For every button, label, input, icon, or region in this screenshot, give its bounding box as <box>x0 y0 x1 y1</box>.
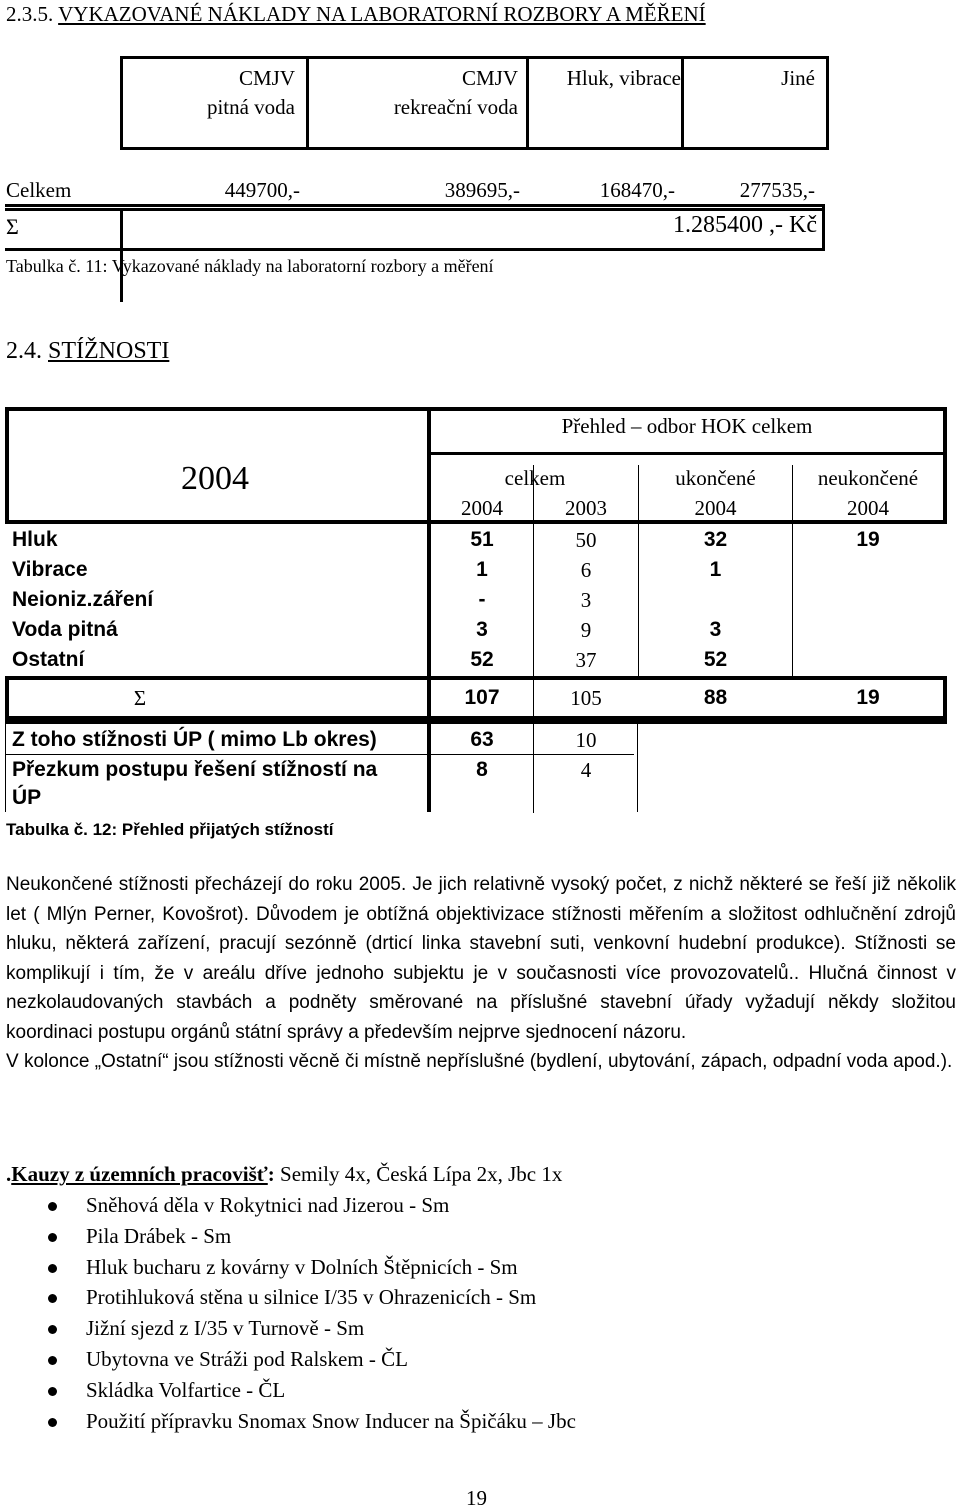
row-label-prezkum: Přezkum postupu řešení stížností na <box>12 758 378 781</box>
bullet-icon <box>48 1356 57 1365</box>
table11-caption: Tabulka č. 11: Vykazované náklady na laboratorní rozbory a měření <box>6 256 494 276</box>
cell-2003: 4 <box>580 758 592 782</box>
header-ukoncene: ukončené <box>675 466 756 490</box>
col-header-hluk-vibrace: Hluk, vibrace <box>566 66 681 90</box>
cell-2003: 3 <box>580 588 592 612</box>
bullet-icon <box>48 1387 57 1396</box>
page-number: 19 <box>466 1486 487 1510</box>
row-label-vibrace: Vibrace <box>12 558 88 581</box>
cell-ukoncene: 52 <box>703 648 728 671</box>
cell-2004: 51 <box>470 528 494 551</box>
cell-2004: 52 <box>470 648 494 671</box>
section-number: 2.4. <box>6 338 42 364</box>
cell-ukoncene: 32 <box>703 528 728 551</box>
cell-ukoncene: 1 <box>709 558 722 581</box>
row-label-prezkum-line2: ÚP <box>12 786 42 809</box>
row-label-ostatni: Ostatní <box>12 648 85 671</box>
value-cmjv-pitna: 449700,- <box>224 178 300 202</box>
bullet-icon <box>48 1264 57 1273</box>
list-item: Skládka Volfartice - ČL <box>0 1375 576 1406</box>
overview-header: Přehled – odbor HOK celkem <box>561 414 813 438</box>
cell-2003: 50 <box>575 528 597 552</box>
list-item: Jižní sjezd z I/35 v Turnově - Sm <box>0 1313 576 1344</box>
sum-label: Σ <box>133 686 147 710</box>
list-item: Protihluková stěna u silnice I/35 v Ohrazenicích - Sm <box>0 1282 576 1313</box>
section-title: STÍŽNOSTI <box>48 338 170 364</box>
value-hluk-vibrace: 168470,- <box>599 178 675 202</box>
list-item: Ubytovna ve Stráži pod Ralskem - ČL <box>0 1344 576 1375</box>
list-item: Použití přípravku Snomax Snow Inducer na Špičáku – Jbc <box>0 1406 576 1437</box>
header-year-2004: 2004 <box>461 496 503 520</box>
table12-caption: Tabulka č. 12: Přehled přijatých stížností <box>6 820 334 839</box>
sum-value: 1.285400 ,- Kč <box>673 212 817 238</box>
cases-list <box>0 1190 576 1436</box>
row-label-neioniz: Neioniz.záření <box>12 588 154 611</box>
row-label-stiznosti-up: Z toho stížnosti ÚP ( mimo Lb okres) <box>12 728 377 751</box>
value-cmjv-rekreacni: 389695,- <box>444 178 520 202</box>
list-item: Hluk bucharu z kovárny v Dolních Štěpnicích - Sm <box>0 1252 576 1283</box>
cases-summary: Semily 4x, Česká Lípa 2x, Jbc 1x <box>274 1162 563 1186</box>
cell-2004: - <box>478 588 486 611</box>
paragraph-text: V kolonce „Ostatní“ jsou stížnosti věcně či místně nepříslušné (bydlení, ubytování, zápach, odpadní voda apod.). <box>6 1051 953 1072</box>
bullet-icon <box>48 1294 57 1303</box>
sum-2004: 107 <box>464 686 500 709</box>
cell-neukoncene: 19 <box>856 528 880 551</box>
cell-2004: 1 <box>476 558 488 581</box>
list-item: Pila Drábek - Sm <box>0 1221 576 1252</box>
cell-ukoncene: 3 <box>709 618 722 641</box>
header-neukoncene: neukončené <box>817 466 919 490</box>
sum-neukoncene: 19 <box>856 686 880 709</box>
header-year-2004: 2004 <box>694 496 737 520</box>
cell-2003: 9 <box>580 618 592 642</box>
cell-2004: 3 <box>476 618 488 641</box>
header-year-2003: 2003 <box>565 496 607 520</box>
cell-2003: 37 <box>575 648 597 672</box>
col-header-jine: Jiné <box>781 66 815 90</box>
header-year-2004: 2004 <box>847 496 889 520</box>
sum-ukoncene: 88 <box>703 686 728 709</box>
cell-2003: 6 <box>580 558 592 582</box>
body-paragraph <box>6 870 956 1077</box>
row-label-voda-pitna: Voda pitná <box>12 618 118 641</box>
section-number: 2.3.5. <box>6 2 54 26</box>
cell-2003: 10 <box>575 728 597 752</box>
row-label-hluk: Hluk <box>12 528 58 551</box>
bullet-icon <box>48 1202 57 1211</box>
section-heading-24 <box>6 338 169 365</box>
col-header-cmjv-rekreacni: CMJV rekreační voda <box>393 66 518 119</box>
sum-2003: 105 <box>570 686 602 710</box>
col-header-cmjv-pitna: CMJV pitná voda <box>206 66 295 119</box>
year-header: 2004 <box>181 460 249 497</box>
header-celkem: celkem <box>504 466 566 490</box>
section-heading-235 <box>6 2 706 27</box>
bullet-icon <box>48 1233 57 1242</box>
paragraph-text: Neukončené stížnosti přecházejí do roku 2005. Je jich relativně vysoký počet, z nichž některé se řeší již několik let ( Mlýn Perner, Kovošrot). Důvodem je obtížná objektivizace stížnosti měřením a složitost odhlučnění zdrojů hluku, některá zařízení, pracují sezónně (drticí linka stavební suti, venkovní hudební produkce). Stížnosti se komplikují i tím, že v areálu dříve jednoho subjektu je v současnosti více provozovatelů.. Hlučná činnost v nezkolaudovaných stavbách a podněty směrované na příslušné stavební úřady vyžadují někdy složitou koordinaci postupu orgánů státní správy a především nejprve sjednocení názoru. <box>6 874 956 1043</box>
cell-2004: 8 <box>476 758 488 781</box>
list-item: Sněhová děla v Rokytnici nad Jizerou - Sm <box>0 1190 576 1221</box>
cases-heading: .Kauzy z územních pracovišť: Semily 4x, Česká Lípa 2x, Jbc 1x <box>6 1162 563 1186</box>
value-jine: 277535,- <box>739 178 815 202</box>
bullet-icon <box>48 1325 57 1334</box>
cell-2004: 63 <box>470 728 494 751</box>
cases-heading-title: Kauzy z územních pracovišť <box>11 1162 268 1186</box>
bullet-icon <box>48 1418 57 1427</box>
section-title: VYKAZOVANÉ NÁKLADY NA LABORATORNÍ ROZBORY A MĚŘENÍ <box>58 2 706 26</box>
row-label-sum: Σ <box>6 214 19 239</box>
row-label-celkem: Celkem <box>6 178 72 202</box>
